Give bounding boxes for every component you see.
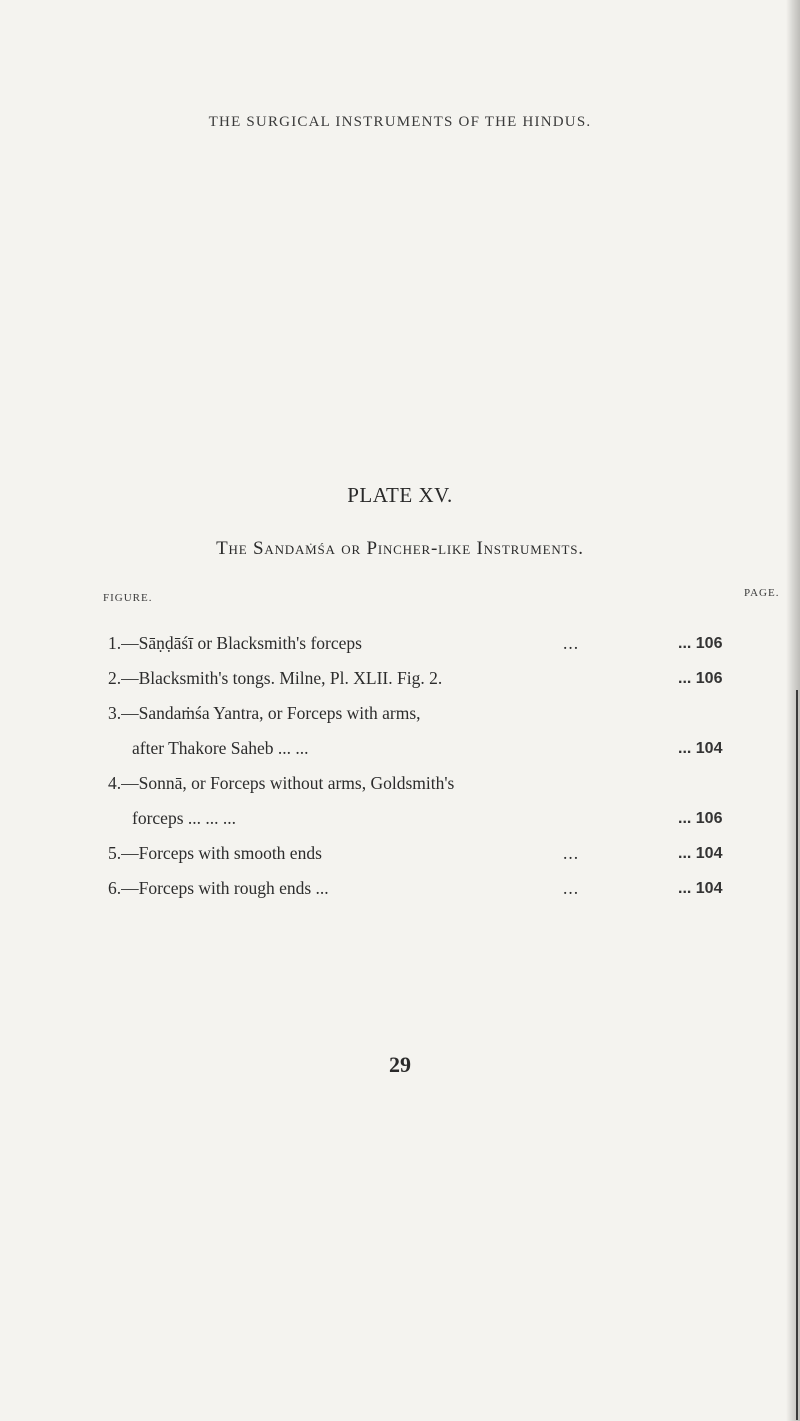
entry-text: 2.—Blacksmith's tongs. Milne, Pl. XLII. Fig. 2. [108,668,443,688]
list-item [108,626,768,661]
entry-text-continued: forceps ... ... ... [132,808,237,828]
entry-page: ... 104 [678,845,723,862]
entry-leader: ... [563,878,580,898]
plate-subtitle: The Sandaṁśa or Pincher-like Instruments. [216,538,584,559]
entry-text: 3.—Sandaṁśa Yantra, or Forceps with arms, [108,703,421,723]
entry-page: ... 106 [678,810,723,827]
entry-text: 4.—Sonnā, or Forceps without arms, Goldsmith's [108,773,455,793]
page-number: 29 [389,1052,411,1077]
entry-text-continued: after Thakore Saheb ... ... [132,738,309,758]
contents-list [108,626,768,906]
entry-leader: ... [563,633,580,653]
list-item [108,661,768,696]
entry-page: ... 106 [678,670,723,687]
running-head: THE SURGICAL INSTRUMENTS OF THE HINDUS. [208,114,592,130]
list-item [108,696,768,766]
entry-page: ... 106 [678,635,723,652]
list-item [108,766,768,836]
entry-page: ... 104 [678,880,723,897]
entry-text: 5.—Forceps with smooth ends [108,843,322,863]
list-item [108,871,768,906]
plate-title: PLATE XV. [347,483,453,507]
entry-leader: ... [563,843,580,863]
list-item [108,836,768,871]
entry-page: ... 104 [678,740,723,757]
figure-column-heading: FIGURE. [103,592,153,604]
page-column-heading: PAGE. [744,587,780,599]
entry-text: 1.—Sāṇḍāśī or Blacksmith's forceps [108,633,362,653]
entry-text: 6.—Forceps with rough ends ... [108,878,329,898]
